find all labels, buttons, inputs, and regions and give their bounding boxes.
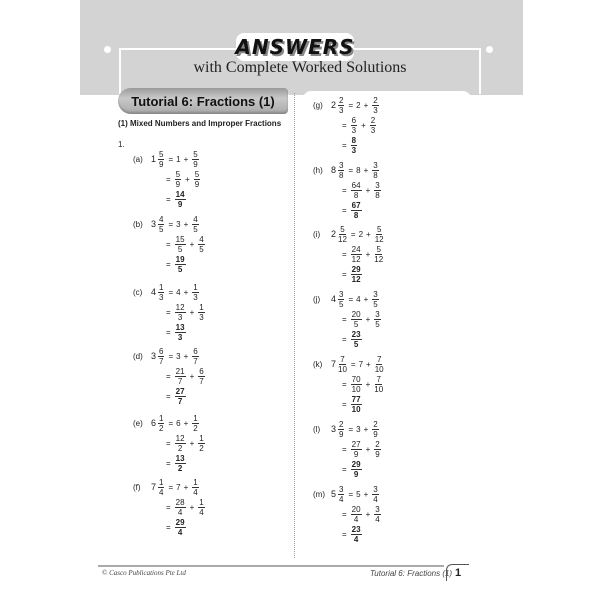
fraction: $\frac{12}{3}$ — [175, 303, 185, 322]
equals-sign: = — [342, 509, 347, 519]
answer — [163, 387, 187, 406]
fraction: $\frac{29}{12}$ — [351, 265, 361, 284]
plus-sign: + — [183, 351, 189, 361]
fraction: $\frac{2}{9}$ — [339, 420, 344, 439]
equals-sign: = — [166, 458, 171, 468]
problem-label: (c) — [133, 287, 143, 297]
tutorial-title: Tutorial 6: Fractions (1) — [131, 93, 275, 109]
answer — [339, 460, 363, 479]
plus-sign: + — [189, 239, 195, 249]
equals-sign: = — [342, 249, 347, 259]
answer — [339, 330, 363, 349]
equals-sign: = — [348, 424, 354, 434]
fraction: $\frac{1}{2}$ — [159, 414, 164, 433]
step-2 — [163, 303, 206, 322]
fraction: $\frac{4}{5}$ — [199, 235, 204, 254]
answer — [339, 395, 363, 414]
fraction: $\frac{2}{9}$ — [373, 420, 378, 439]
whole-number: 5 — [356, 489, 361, 499]
fraction: $\frac{5}{9}$ — [159, 150, 164, 169]
step-1 — [313, 96, 380, 115]
plus-sign: + — [365, 185, 371, 195]
fraction: $\frac{1}{4}$ — [159, 478, 164, 497]
equals-sign: = — [168, 287, 174, 297]
plus-sign: + — [361, 120, 366, 130]
whole-number: 1 — [176, 154, 181, 164]
problem-label: (i) — [313, 229, 321, 239]
equals-sign: = — [166, 174, 171, 184]
fraction: $\frac{7}{10}$ — [338, 355, 347, 374]
whole-number: 4 — [356, 294, 361, 304]
equals-sign: = — [348, 165, 354, 175]
fraction: $\frac{2}{3}$ — [370, 116, 376, 135]
whole-number: 3 — [356, 424, 361, 434]
fraction: $\frac{7}{10}$ — [374, 375, 384, 394]
fraction: $\frac{6}{7}$ — [193, 347, 198, 366]
equals-sign: = — [348, 100, 354, 110]
section-heading: (1) Mixed Numbers and Improper Fractions — [118, 119, 282, 128]
fraction: $\frac{67}{8}$ — [351, 201, 361, 220]
step-2 — [339, 440, 382, 459]
fraction: $\frac{2}{3}$ — [339, 96, 344, 115]
fraction: $\frac{3}{5}$ — [373, 290, 378, 309]
fraction: $\frac{3}{5}$ — [339, 290, 344, 309]
fraction: $\frac{1}{4}$ — [193, 478, 198, 497]
plus-sign: + — [363, 165, 369, 175]
fraction: $\frac{1}{3}$ — [193, 283, 198, 302]
fraction: $\frac{6}{7}$ — [159, 347, 164, 366]
whole-number: 3 — [176, 351, 181, 361]
fraction: $\frac{8}{3}$ — [351, 136, 357, 155]
whole-number: 5 — [331, 489, 337, 499]
frame-dot-left — [104, 46, 111, 53]
equals-sign: = — [350, 359, 356, 369]
fraction: $\frac{1}{4}$ — [199, 498, 204, 517]
plus-sign: + — [365, 379, 371, 389]
answer — [163, 454, 187, 473]
fraction: $\frac{7}{10}$ — [374, 355, 384, 374]
footer-rule — [98, 565, 444, 567]
answer — [163, 323, 187, 342]
fraction: $\frac{13}{3}$ — [175, 323, 185, 342]
equals-sign: = — [166, 371, 171, 381]
fraction: $\frac{29}{9}$ — [351, 460, 361, 479]
equals-sign: = — [348, 489, 354, 499]
step-1 — [313, 225, 385, 244]
fraction: $\frac{29}{4}$ — [175, 518, 185, 537]
whole-number: 2 — [331, 229, 337, 239]
step-1 — [313, 355, 385, 374]
whole-number: 2 — [356, 100, 361, 110]
fraction: $\frac{19}{5}$ — [175, 255, 185, 274]
plus-sign: + — [183, 287, 189, 297]
whole-number: 8 — [356, 165, 361, 175]
fraction: $\frac{23}{4}$ — [351, 525, 361, 544]
problem-label: (k) — [313, 359, 323, 369]
equals-sign: = — [342, 185, 347, 195]
equals-sign: = — [166, 194, 171, 204]
equals-sign: = — [168, 154, 174, 164]
fraction: $\frac{20}{4}$ — [351, 505, 361, 524]
plus-sign: + — [366, 229, 371, 239]
fraction: $\frac{2}{3}$ — [373, 96, 378, 115]
equals-sign: = — [166, 502, 171, 512]
fraction: $\frac{64}{8}$ — [351, 181, 361, 200]
step-1 — [133, 215, 200, 234]
plus-sign: + — [363, 100, 369, 110]
fraction: $\frac{1}{2}$ — [193, 414, 198, 433]
equals-sign: = — [342, 140, 347, 150]
step-2 — [339, 181, 382, 200]
equals-sign: = — [342, 120, 347, 130]
whole-number: 3 — [331, 424, 337, 434]
equals-sign: = — [168, 219, 174, 229]
step-2 — [163, 235, 206, 254]
fraction: $\frac{3}{4}$ — [375, 505, 380, 524]
fraction: $\frac{21}{7}$ — [175, 367, 185, 386]
whole-number: 8 — [331, 165, 337, 175]
equals-sign: = — [342, 205, 347, 215]
step-1 — [313, 420, 380, 439]
tutorial-title-badge — [118, 88, 288, 114]
fraction: $\frac{77}{10}$ — [351, 395, 361, 414]
plus-sign: + — [366, 359, 371, 369]
equals-sign: = — [342, 379, 347, 389]
problem-label: (a) — [133, 154, 143, 164]
plus-sign: + — [363, 489, 369, 499]
equals-sign: = — [166, 327, 171, 337]
fraction: $\frac{5}{12}$ — [374, 245, 384, 264]
answer — [339, 136, 358, 155]
step-2 — [339, 310, 382, 329]
whole-number: 7 — [151, 482, 157, 492]
answer — [339, 201, 363, 220]
fraction: $\frac{15}{5}$ — [175, 235, 185, 254]
problem-label: (h) — [313, 165, 323, 175]
fraction: $\frac{14}{9}$ — [175, 190, 185, 209]
equals-sign: = — [342, 464, 347, 474]
whole-number: 7 — [358, 359, 364, 369]
fraction: $\frac{24}{12}$ — [351, 245, 361, 264]
answers-title: ANSWERS — [235, 35, 355, 59]
whole-number: 3 — [151, 219, 157, 229]
equals-sign: = — [342, 334, 347, 344]
whole-number: 3 — [176, 219, 181, 229]
equals-sign: = — [166, 307, 171, 317]
fraction: $\frac{4}{5}$ — [193, 215, 198, 234]
question-number: 1. — [118, 140, 125, 149]
whole-number: 1 — [151, 154, 157, 164]
plus-sign: + — [365, 314, 371, 324]
fraction: $\frac{23}{5}$ — [351, 330, 361, 349]
step-1 — [133, 150, 200, 169]
plus-sign: + — [365, 509, 371, 519]
step-1 — [313, 161, 380, 180]
fraction: $\frac{5}{9}$ — [193, 150, 198, 169]
plus-sign: + — [189, 307, 195, 317]
step-1 — [313, 485, 380, 504]
fraction: $\frac{3}{8}$ — [375, 181, 380, 200]
fraction: $\frac{3}{8}$ — [339, 161, 344, 180]
fraction: $\frac{4}{5}$ — [159, 215, 164, 234]
fraction: $\frac{12}{2}$ — [175, 434, 185, 453]
fraction: $\frac{5}{12}$ — [374, 225, 384, 244]
fraction: $\frac{1}{2}$ — [199, 434, 204, 453]
equals-sign: = — [168, 351, 174, 361]
step-2 — [339, 505, 382, 524]
footer-chapter: Tutorial 6: Fractions (1) — [370, 569, 453, 578]
plus-sign: + — [363, 424, 369, 434]
fraction: $\frac{13}{2}$ — [175, 454, 185, 473]
equals-sign: = — [168, 418, 174, 428]
equals-sign: = — [166, 522, 171, 532]
column-divider — [294, 93, 295, 558]
equals-sign: = — [166, 239, 171, 249]
whole-number: 7 — [331, 359, 337, 369]
plus-sign: + — [183, 482, 189, 492]
fraction: $\frac{3}{4}$ — [339, 485, 344, 504]
whole-number: 2 — [358, 229, 364, 239]
equals-sign: = — [348, 294, 354, 304]
plus-sign: + — [189, 502, 195, 512]
step-1 — [133, 283, 200, 302]
problem-label: (e) — [133, 418, 143, 428]
step-2 — [163, 434, 206, 453]
equals-sign: = — [342, 529, 347, 539]
step-2 — [163, 367, 206, 386]
step-2 — [339, 375, 384, 394]
whole-number: 6 — [176, 418, 181, 428]
step-2 — [339, 245, 384, 264]
plus-sign: + — [189, 371, 195, 381]
equals-sign: = — [342, 269, 347, 279]
fraction: $\frac{1}{3}$ — [159, 283, 164, 302]
whole-number: 2 — [331, 100, 337, 110]
plus-sign: + — [365, 249, 371, 259]
step-1 — [133, 478, 200, 497]
whole-number: 4 — [151, 287, 157, 297]
fraction: $\frac{70}{10}$ — [351, 375, 361, 394]
whole-number: 4 — [176, 287, 181, 297]
answer — [339, 525, 363, 544]
subtitle: with Complete Worked Solutions — [193, 59, 407, 76]
step-1 — [313, 290, 380, 309]
fraction: $\frac{27}{7}$ — [175, 387, 185, 406]
equals-sign: = — [166, 438, 171, 448]
plus-sign: + — [183, 418, 189, 428]
plus-sign: + — [183, 219, 189, 229]
problem-label: (j) — [313, 294, 321, 304]
fraction: $\frac{27}{9}$ — [351, 440, 361, 459]
whole-number: 6 — [151, 418, 157, 428]
fraction: $\frac{5}{9}$ — [194, 170, 200, 189]
whole-number: 7 — [176, 482, 181, 492]
problem-label: (f) — [133, 482, 141, 492]
plus-sign: + — [363, 294, 369, 304]
answer — [163, 190, 187, 209]
answer — [163, 518, 187, 537]
frame-dot-right — [486, 46, 493, 53]
page-number: 1 — [446, 564, 469, 581]
equals-sign: = — [166, 391, 171, 401]
problem-label: (d) — [133, 351, 143, 361]
whole-number: 3 — [151, 351, 157, 361]
fraction: $\frac{6}{3}$ — [351, 116, 357, 135]
whole-number: 4 — [331, 294, 337, 304]
fraction: $\frac{6}{7}$ — [199, 367, 204, 386]
fraction: $\frac{3}{4}$ — [373, 485, 378, 504]
fraction: $\frac{3}{8}$ — [373, 161, 378, 180]
problem-label: (l) — [313, 424, 321, 434]
plus-sign: + — [183, 154, 189, 164]
plus-sign: + — [365, 444, 371, 454]
equals-sign: = — [342, 314, 347, 324]
fraction: $\frac{2}{9}$ — [375, 440, 380, 459]
fraction: $\frac{5}{12}$ — [338, 225, 347, 244]
step-2 — [163, 498, 206, 517]
answer — [163, 255, 187, 274]
problem-label: (m) — [313, 489, 325, 499]
plus-sign: + — [185, 174, 190, 184]
answer — [339, 265, 363, 284]
fraction: $\frac{20}{5}$ — [351, 310, 361, 329]
problem-label: (g) — [313, 100, 323, 110]
fraction: $\frac{1}{3}$ — [199, 303, 204, 322]
fraction: $\frac{5}{9}$ — [175, 170, 181, 189]
equals-sign: = — [166, 259, 171, 269]
plus-sign: + — [189, 438, 195, 448]
answers-title-box — [236, 33, 354, 61]
equals-sign: = — [168, 482, 174, 492]
problem-label: (b) — [133, 219, 143, 229]
equals-sign: = — [350, 229, 356, 239]
fraction: $\frac{3}{5}$ — [375, 310, 380, 329]
step-2 — [163, 170, 201, 189]
footer-copyright: © Casco Publications Pte Ltd — [102, 569, 186, 577]
step-2 — [339, 116, 377, 135]
equals-sign: = — [342, 444, 347, 454]
equals-sign: = — [342, 399, 347, 409]
step-1 — [133, 347, 200, 366]
fraction: $\frac{28}{4}$ — [175, 498, 185, 517]
step-1 — [133, 414, 200, 433]
